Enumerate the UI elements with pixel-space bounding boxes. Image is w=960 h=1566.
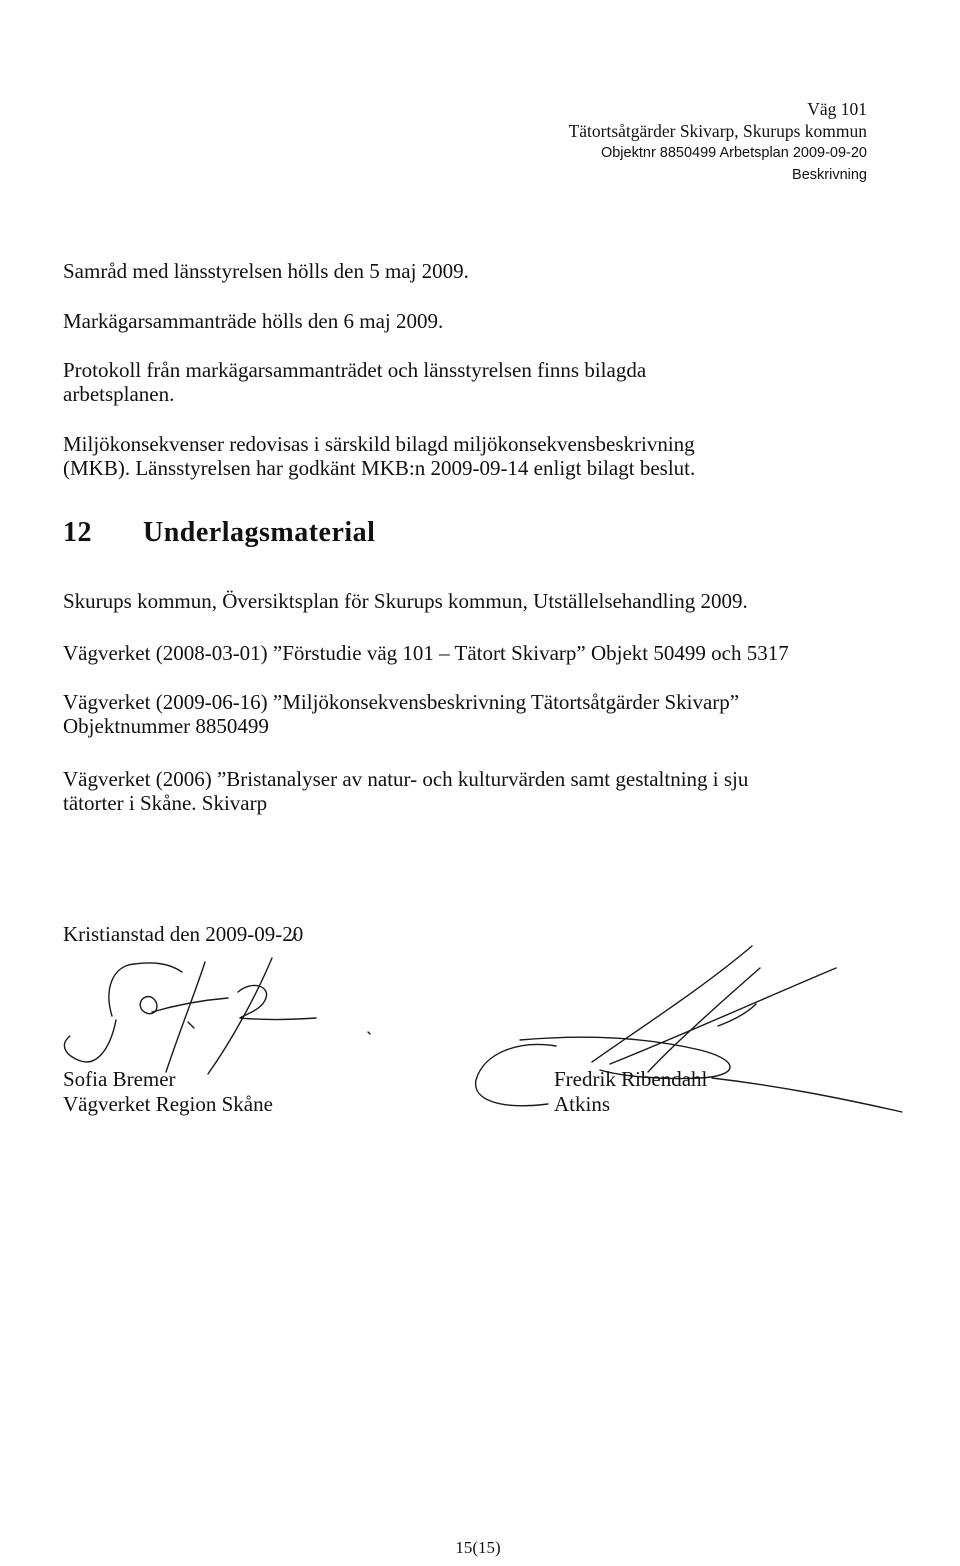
signature-2-stroke [610, 968, 836, 1064]
reference-item: Skurups kommun, Översiktsplan för Skurups kommun, Utställelsehandling 2009. [63, 589, 748, 613]
signature-1-stroke [208, 958, 272, 1074]
place-date: Kristianstad den 2009-09-20 [63, 922, 304, 946]
paragraph-protocol: Protokoll från markägarsammanträdet och länsstyrelsen finns bilagda arbetsplanen. [63, 358, 647, 406]
signatory-2-organization: Atkins [554, 1092, 611, 1116]
header-project: Tätortsåtgärder Skivarp, Skurups kommun [568, 121, 867, 141]
reference-item: Vägverket (2006) ”Bristanalyser av natur- och kulturvärden samt gestaltning i sju tätorter i Skåne. Skivarp [63, 767, 749, 815]
page-footer [0, 1538, 960, 1558]
section-number: 12 [63, 517, 92, 548]
signature-2-stroke [712, 1078, 902, 1112]
signatory-1-name: Sofia Bremer [63, 1067, 176, 1091]
page-number: 15(15) [455, 1538, 501, 1557]
paragraph-consultation: Samråd med länsstyrelsen hölls den 5 maj 2009. [63, 259, 469, 283]
signatory-2-name: Fredrik Ribendahl [554, 1067, 708, 1091]
header-doc-type: Beskrivning [792, 167, 867, 183]
header-road: Väg 101 [807, 99, 867, 119]
signature-1-stroke [109, 963, 182, 1016]
signature-1-stroke [166, 962, 205, 1072]
reference-item: Vägverket (2009-06-16) ”Miljökonsekvensbeskrivning Tätortsåtgärder Skivarp” Objektnummer 8850499 [63, 690, 740, 738]
reference-item: Vägverket (2008-03-01) ”Förstudie väg 101 – Tätort Skivarp” Objekt 50499 och 5317 [63, 641, 789, 665]
paragraph-environmental: Miljökonsekvenser redovisas i särskild bilagd miljökonsekvensbeskrivning (MKB). Länsstyrelsen har godkänt MKB:n 2009-09-14 enligt bilagt beslut. [63, 432, 696, 480]
signature-2-stroke [476, 1044, 556, 1105]
signature-2-stroke [368, 1032, 370, 1034]
signatory-1-organization: Vägverket Region Skåne [63, 1092, 273, 1116]
signature-1-stroke [188, 1022, 194, 1028]
header-object-number: Objektnr 8850499 Arbetsplan 2009-09-20 [600, 145, 867, 161]
signature-1-stroke [292, 934, 296, 940]
section-title: Underlagsmaterial [143, 517, 376, 548]
signature-2-stroke [718, 1004, 756, 1026]
signature-1-stroke [64, 1020, 116, 1062]
signature-1-stroke [238, 985, 316, 1019]
paragraph-landowner-meeting: Markägarsammanträde hölls den 6 maj 2009. [63, 309, 444, 333]
